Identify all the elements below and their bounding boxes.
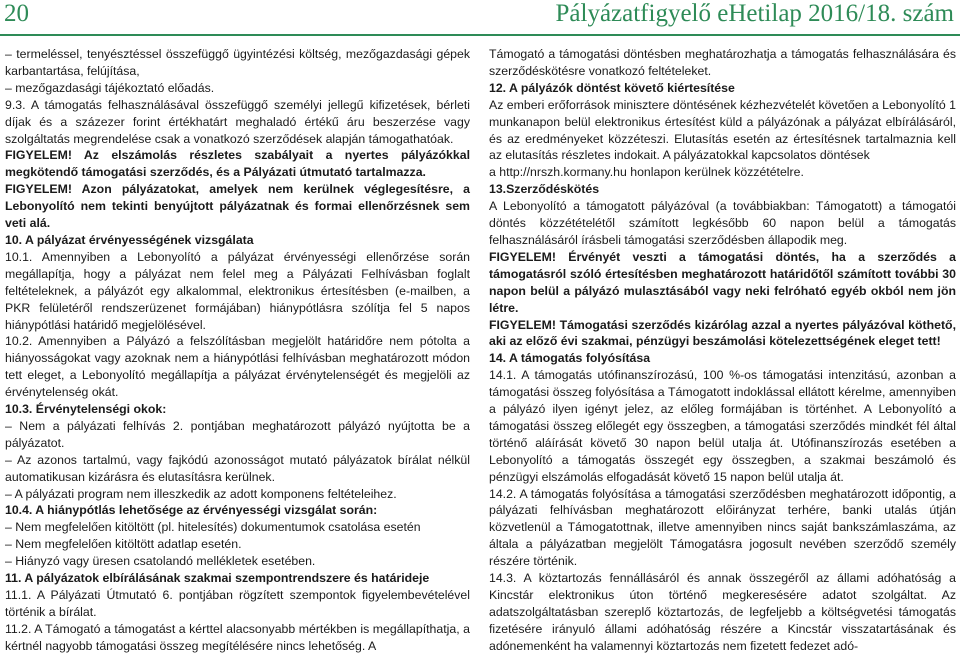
left-paragraph: 11. A pályázatok elbírálásának szakmai szempontrendszere és határideje [5, 571, 430, 586]
right-paragraph: 14.3. A köztartozás fennállásáról és annak összegéről az állami adóhatóság a Kincstár elektronikus úton történő megkeresésére adatot szolgáltat. Az adatszolgáltatásban szereplő köztartozás, de legfeljebb a költségvetési támogatás fizetésére irányuló állami adóhatóság részére a Kincstár visszatartásának és adónemenként ha valamennyi köztartozás nem fizetett fedezet adó- [489, 571, 956, 653]
right-column [489, 46, 956, 655]
right-paragraph: 14.1. A támogatás utófinanszírozású, 100 %-os támogatási intenzitású, azonban a támogatási összeg folyósítása a Támogatott indoklással ellátott kérelme, amennyiben a pályázó ilyen igényt jelez, az előleg formájában is történhet. A Lebonyolító a támogatási összeg előlegét egy összegben, a támogatási szerződés mindkét fél által történő aláírását követő 30 napon belül utalja át. Utófinanszírozás esetében a Lebonyolító a támogatás összegét egy összegben, a szakmai beszámoló és pénzügyi elszámolás elfogadását követő 15 napon belül utalja át. [489, 368, 956, 484]
right-paragraph: Az emberi erőforrások minisztere döntésének kézhezvételét követően a Lebonyolító 1 munkanapon belül elektronikus értesítést küld a pályázónak a pályázat elbírálásáról, és az eredményeket közzéteszi. Elutasítás esetén az értesítésnek tartalmaznia kell az elutasítás részletes indokait. A pályázatokkal kapcsolatos döntések [489, 97, 956, 163]
left-paragraph: – Nem megfelelően kitöltött (pl. hitelesítés) dokumentumok csatolása esetén [5, 520, 421, 535]
left-paragraph: – mezőgazdasági tájékoztató előadás. [5, 80, 215, 95]
right-paragraph: 14. A támogatás folyósítása [489, 351, 651, 366]
journal-title: Pályázatfigyelő eHetilap 2016/18. szám [555, 0, 954, 27]
left-paragraph: – Az azonos tartalmú, vagy fajkódú azonosságot mutató pályázatok bírálat nélkül automatikusan kizárásra és elutasításra kerülnek. [5, 452, 470, 484]
left-paragraph: – Nem a pályázati felhívás 2. pontjában meghatározott pályázó nyújtotta be a pályázatot. [5, 418, 470, 450]
left-paragraph: 10.3. Érvénytelenségi okok: [5, 402, 167, 417]
left-paragraph: – Nem megfelelően kitöltött adatlap esetén. [5, 537, 242, 552]
right-paragraph: 12. A pályázók döntést követő kiértesítése [489, 80, 735, 95]
left-paragraph: FIGYELEM! Az elszámolás részletes szabályait a nyertes pályázókkal megkötendő támogatási szerződés, és a Pályázati útmutató tartalmazza. [5, 148, 470, 180]
right-paragraph: 14.2. A támogatás folyósítása a támogatási szerződésben meghatározott időpontig, a pályázati felhívásban meghatározott előirányzat terhére, banki utalás útján közvetlenül a Támogatottnak, illetve amennyiben nincs saját bankszámlaszáma, az általa a pályázatban megjelölt Támogatásra jogosult nevében szerződő személy részére történik. [489, 486, 956, 569]
left-paragraph: – A pályázati program nem illeszkedik az adott komponens feltételeihez. [5, 486, 397, 501]
left-paragraph: 10.4. A hiánypótlás lehetősége az érvényességi vizsgálat során: [5, 503, 378, 518]
left-paragraph: 11.1. A Pályázati Útmutató 6. pontjában rögzített szempontok figyelembevételével történik a bírálat. [5, 588, 470, 619]
page-number: 20 [4, 0, 29, 27]
left-paragraph: FIGYELEM! Azon pályázatokat, amelyek nem kerülnek véglegesítésre, a Lebonyolító nem tekinti benyújtott pályázatnak és formai ellenőrzésnek sem veti alá. [5, 182, 470, 231]
right-paragraph: 13.Szerződéskötés [489, 182, 600, 197]
left-paragraph: 10.1. Amennyiben a Lebonyolító a pályázat érvényességi ellenőrzése során megállapítja, hogy a pályázat nem felel meg a Pályázati Felhívásban foglalt feltételeknek, a pályázót egy alkalommal, elektronikus értesítésben (e-mailben, a PKR felületéről rendszerüzenet formájában) hiánypótlásra szólítja fel 5 napos hiánypótlási határidő megjelölésével. [5, 249, 470, 332]
left-paragraph: – termeléssel, tenyésztéssel összefüggő ügyintézési költség, mezőgazdasági gépek karbantartása, felújítása, [5, 47, 470, 78]
left-paragraph: 9.3. A támogatás felhasználásával összefüggő személyi jellegű kifizetések, bérleti díjak és a százezer forint értékhatárt meghaladó értékű áru beszerzése vagy szolgáltatás megrendelése csak a vonatkozó szerződések alapján támogathatóak. [5, 97, 470, 146]
right-paragraph: a http://nrszh.kormany.hu honlapon kerülnek közzétételre. [489, 165, 804, 180]
left-paragraph: 11.2. A Támogató a támogatást a kérttel alacsonyabb mértékben is megállapíthatja, a kértnél nagyobb támogatási összeg megítélésére nincs lehetőség. A [5, 621, 470, 653]
left-paragraph: 10. A pályázat érvényességének vizsgálata [5, 232, 254, 247]
right-paragraph: FIGYELEM! Támogatási szerződés kizárólag azzal a nyertes pályázóval köthető, aki az előző évi szakmai, pénzügyi beszámolási kötelezettségének eleget tett! [489, 317, 956, 349]
page-header [0, 0, 960, 36]
left-column [5, 46, 470, 655]
left-paragraph: – Hiányzó vagy üresen csatolandó mellékletek esetében. [5, 554, 316, 569]
right-paragraph: Támogató a támogatási döntésben meghatározhatja a támogatás felhasználására és szerződéskötésre vonatkozó feltételeket. [489, 47, 956, 78]
right-paragraph: FIGYELEM! Érvényét veszti a támogatási döntés, ha a szerződés a támogatásról szóló értesítésben meghatározott határidőtől számított további 30 napon belül a pályázó mulasztásából vagy neki felróható egyéb okból nem jön létre. [489, 249, 956, 315]
left-paragraph: 10.2. Amennyiben a Pályázó a felszólításban megjelölt határidőre nem pótolta a hiányosságokat vagy azoknak nem a hiánypótlási felhívásban meghatározott módon tett eleget, a Lebonyolító megállapítja a pályázat érvénytelenségét és megjelöli az érvénytelenség okát. [5, 334, 470, 400]
right-paragraph: A Lebonyolító a támogatott pályázóval (a továbbiakban: Támogatott) a támogatói döntés közzétételétől számított legkésőbb 60 napon belül a támogatás felhasználásáról írásbeli támogatási szerződésben állapodik meg. [489, 199, 956, 247]
